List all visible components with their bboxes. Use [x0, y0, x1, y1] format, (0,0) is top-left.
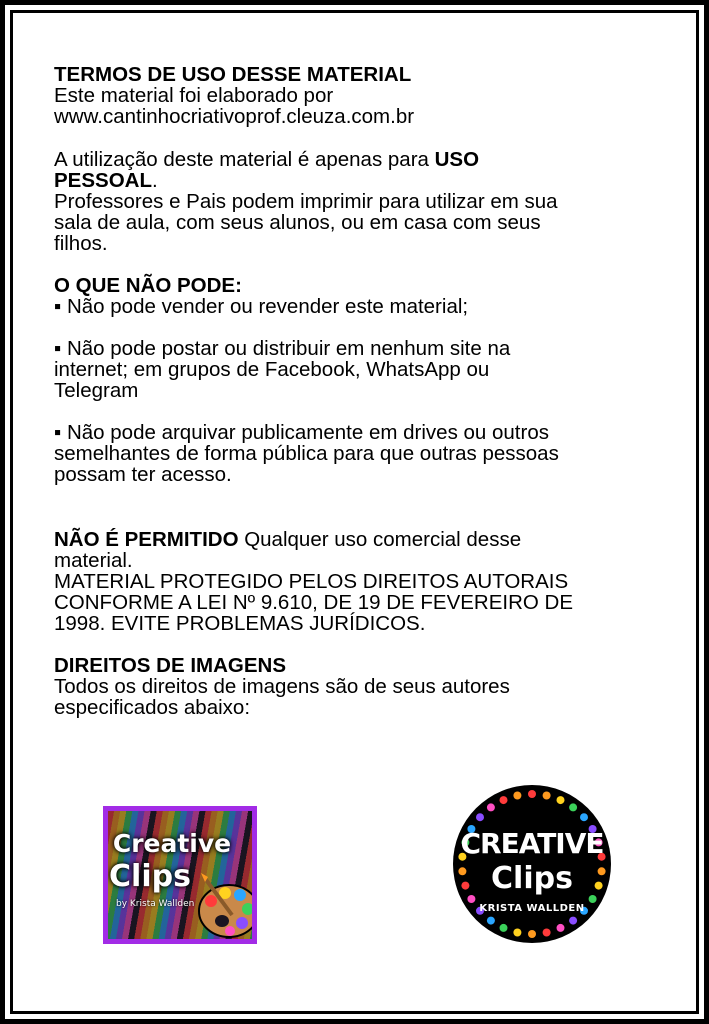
not-allowed-heading: O QUE NÃO PODE: [54, 274, 242, 297]
usage-line: filhos. [54, 232, 108, 255]
prohibited-text: Qualquer uso comercial desse [238, 528, 522, 551]
rule-item: possam ter acesso. [54, 463, 232, 486]
paint-palette-icon [196, 871, 257, 941]
rule-item: semelhantes de forma pública para que outras pessoas [54, 442, 559, 465]
rule-item: ▪ Não pode postar ou distribuir em nenhum site na [54, 337, 511, 360]
logo-byline: by Krista Wallden [116, 899, 195, 909]
usage-bold-pessoal: PESSOAL [54, 169, 152, 192]
logo-text-creative: CREATIVE [460, 827, 604, 860]
prohibited-paragraph [54, 529, 664, 550]
ring-dot [513, 929, 521, 937]
website-text: www.cantinhocriativoprof.cleuza.com.br [54, 105, 415, 128]
ring-dot [580, 813, 588, 821]
image-rights-line: especificados abaixo: [54, 696, 251, 719]
creative-clips-circle-logo [453, 785, 611, 943]
image-rights-line: Todos os direitos de imagens são de seus autores [54, 675, 510, 698]
ring-dot [557, 796, 565, 804]
copyright-line: 1998. EVITE PROBLEMAS JURÍDICOS. [54, 612, 426, 635]
ring-dot [569, 803, 577, 811]
prohibited-line: material. [54, 549, 133, 572]
ring-dot [569, 917, 577, 925]
creative-clips-square-logo [103, 806, 257, 944]
copyright-line: CONFORME A LEI Nº 9.610, DE 19 DE FEVEREIRO DE [54, 591, 574, 614]
ring-dot [487, 917, 495, 925]
ring-dot [513, 792, 521, 800]
logo-byline: KRISTA WALLDEN [479, 903, 585, 914]
usage-line: sala de aula, com seus alunos, ou em casa com seus [54, 211, 541, 234]
ring-dot [543, 792, 551, 800]
usage-suffix: . [151, 169, 158, 192]
logo-text-clips: Clips [491, 861, 573, 896]
ring-dot [500, 796, 508, 804]
ring-dot [528, 930, 536, 938]
rule-item: ▪ Não pode vender ou revender este material; [54, 295, 469, 318]
usage-line: Professores e Pais podem imprimir para utilizar em sua [54, 190, 558, 213]
rule-item: internet; em grupos de Facebook, WhatsApp ou [54, 358, 490, 381]
logo-text-creative: Creative [112, 829, 232, 858]
ring-dot [487, 803, 495, 811]
ring-dot [543, 929, 551, 937]
ring-dot [467, 895, 475, 903]
copyright-line: MATERIAL PROTEGIDO PELOS DIREITOS AUTORAIS [54, 570, 569, 593]
terms-heading: TERMOS DE USO DESSE MATERIAL [54, 63, 412, 86]
usage-bold-uso: USO [434, 148, 480, 171]
ring-dot [528, 790, 536, 798]
usage-prefix: A utilização deste material é apenas para [54, 148, 435, 171]
terms-document [54, 64, 664, 718]
rule-item: ▪ Não pode arquivar publicamente em drives ou outros [54, 421, 549, 444]
intro-line: Este material foi elaborado por [54, 84, 334, 107]
ring-dot [476, 813, 484, 821]
ring-dot [557, 924, 565, 932]
rule-item: Telegram [54, 379, 139, 402]
ring-dot [589, 895, 597, 903]
prohibited-heading: NÃO É PERMITIDO [54, 528, 239, 551]
ring-dot [500, 924, 508, 932]
logo-text-clips: Clips [109, 859, 191, 894]
usage-paragraph [54, 149, 664, 191]
image-rights-heading: DIREITOS DE IMAGENS [54, 654, 286, 677]
